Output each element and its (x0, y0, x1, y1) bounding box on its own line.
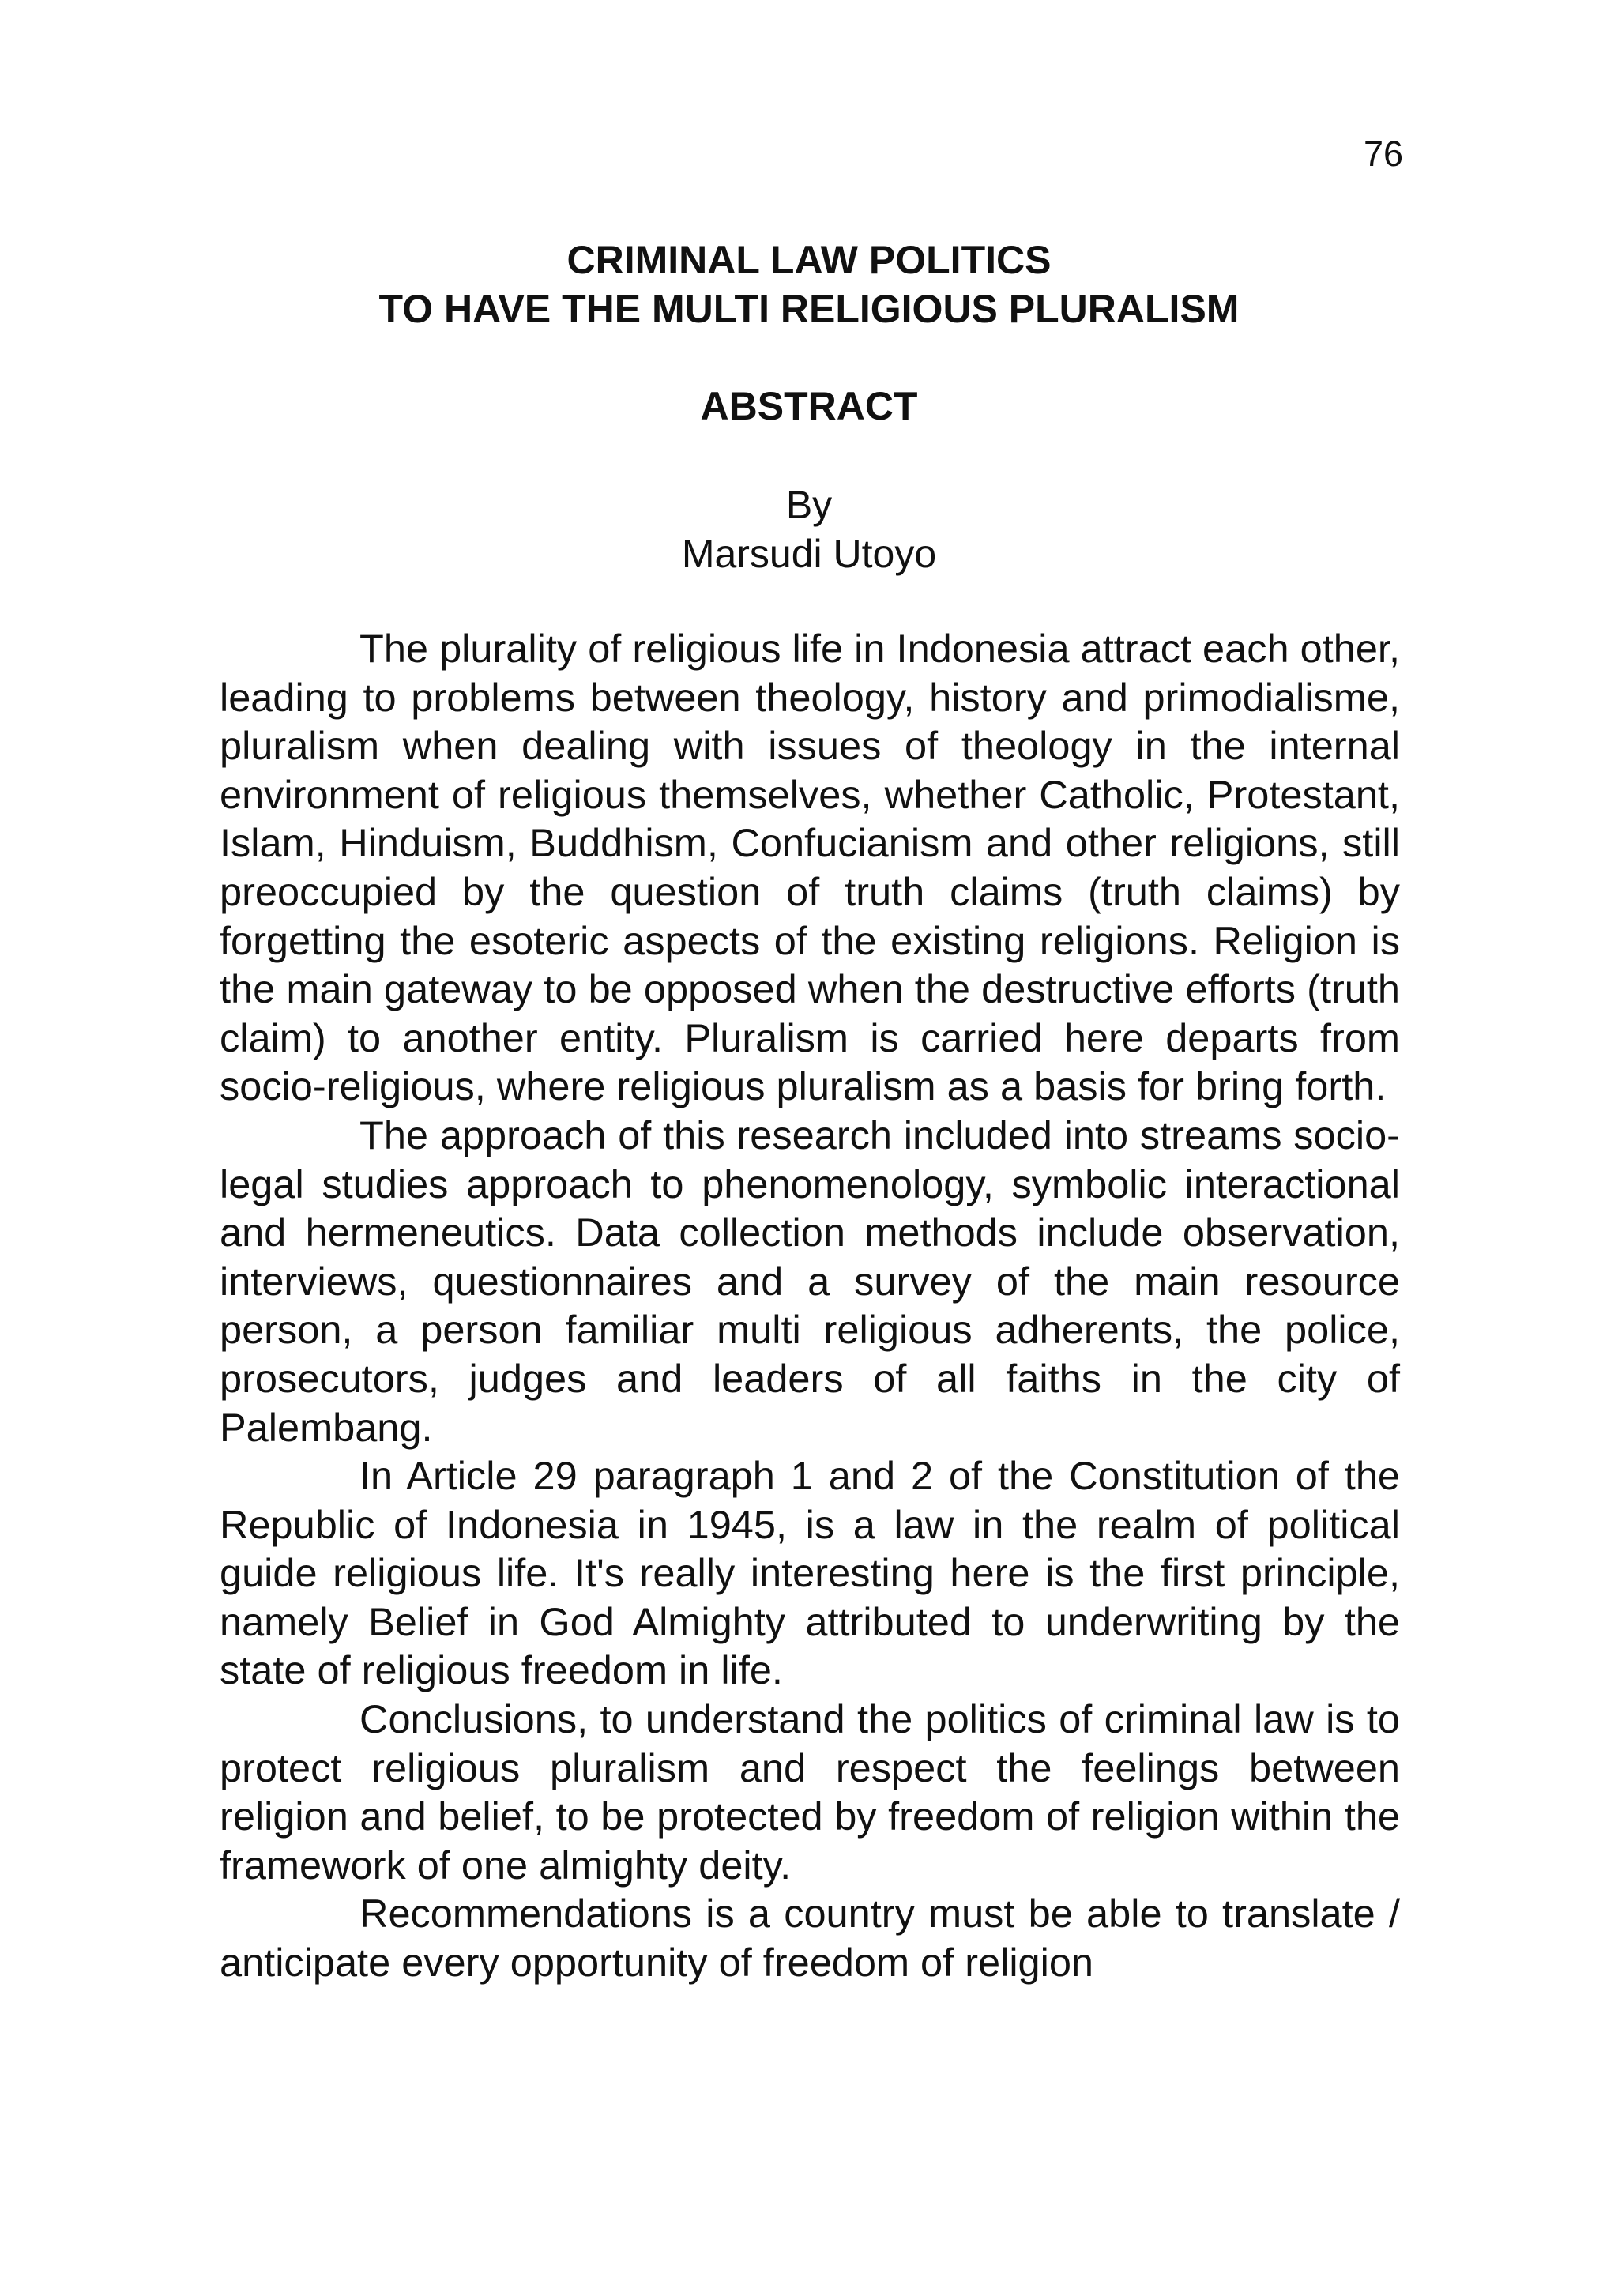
author-name: Marsudi Utoyo (681, 532, 937, 576)
document-title (0, 235, 1618, 333)
byline (0, 480, 1618, 578)
abstract-paragraph-3: In Article 29 paragraph 1 and 2 of the Constitution of the Republic of Indonesia in 1945, is a law in the realm of political guide religious life. It's really interesting here is the first principle, namely Belief in God Almighty attributed to underwriting by the state of religious freedom in life. (220, 1453, 1400, 1693)
abstract-body (220, 624, 1400, 1987)
abstract-paragraph-5: Recommendations is a country must be able to translate / anticipate every opportunity of freedom of religion (220, 1891, 1400, 1985)
abstract-paragraph-2: The approach of this research included into streams socio-legal studies approach to phenomenology, symbolic interactional and hermeneutics. Data collection methods include observation, interviews, questionnaires and a survey of the main resource person, a person familiar multi religious adherents, the police, prosecutors, judges and leaders of all faiths in the city of Palembang. (220, 1112, 1400, 1450)
abstract-paragraph-1: The plurality of religious life in Indonesia attract each other, leading to problems between theology, history and primodialisme, pluralism when dealing with issues of theology in the internal environment of religious themselves, whether Catholic, Protestant, Islam, Hinduism, Buddhism, Confucianism and other religions, still preoccupied by the question of truth claims (truth claims) by forgetting the esoteric aspects of the existing religions. Religion is the main gateway to be opposed when the destructive efforts (truth claim) to another entity. Pluralism is carried here departs from socio-religious, where religious pluralism as a basis for bring forth. (220, 626, 1400, 1109)
abstract-heading: ABSTRACT (700, 384, 918, 428)
abstract-paragraph-4: Conclusions, to understand the politics of criminal law is to protect religious pluralism and respect the feelings between religion and belief, to be protected by freedom of religion within the framework of one almighty deity. (220, 1696, 1400, 1888)
byline-by: By (785, 483, 833, 527)
title-line-1: CRIMINAL LAW POLITICS (566, 238, 1052, 282)
title-line-2: TO HAVE THE MULTI RELIGIOUS PLURALISM (378, 287, 1240, 331)
page-number: 76 (1363, 134, 1403, 174)
